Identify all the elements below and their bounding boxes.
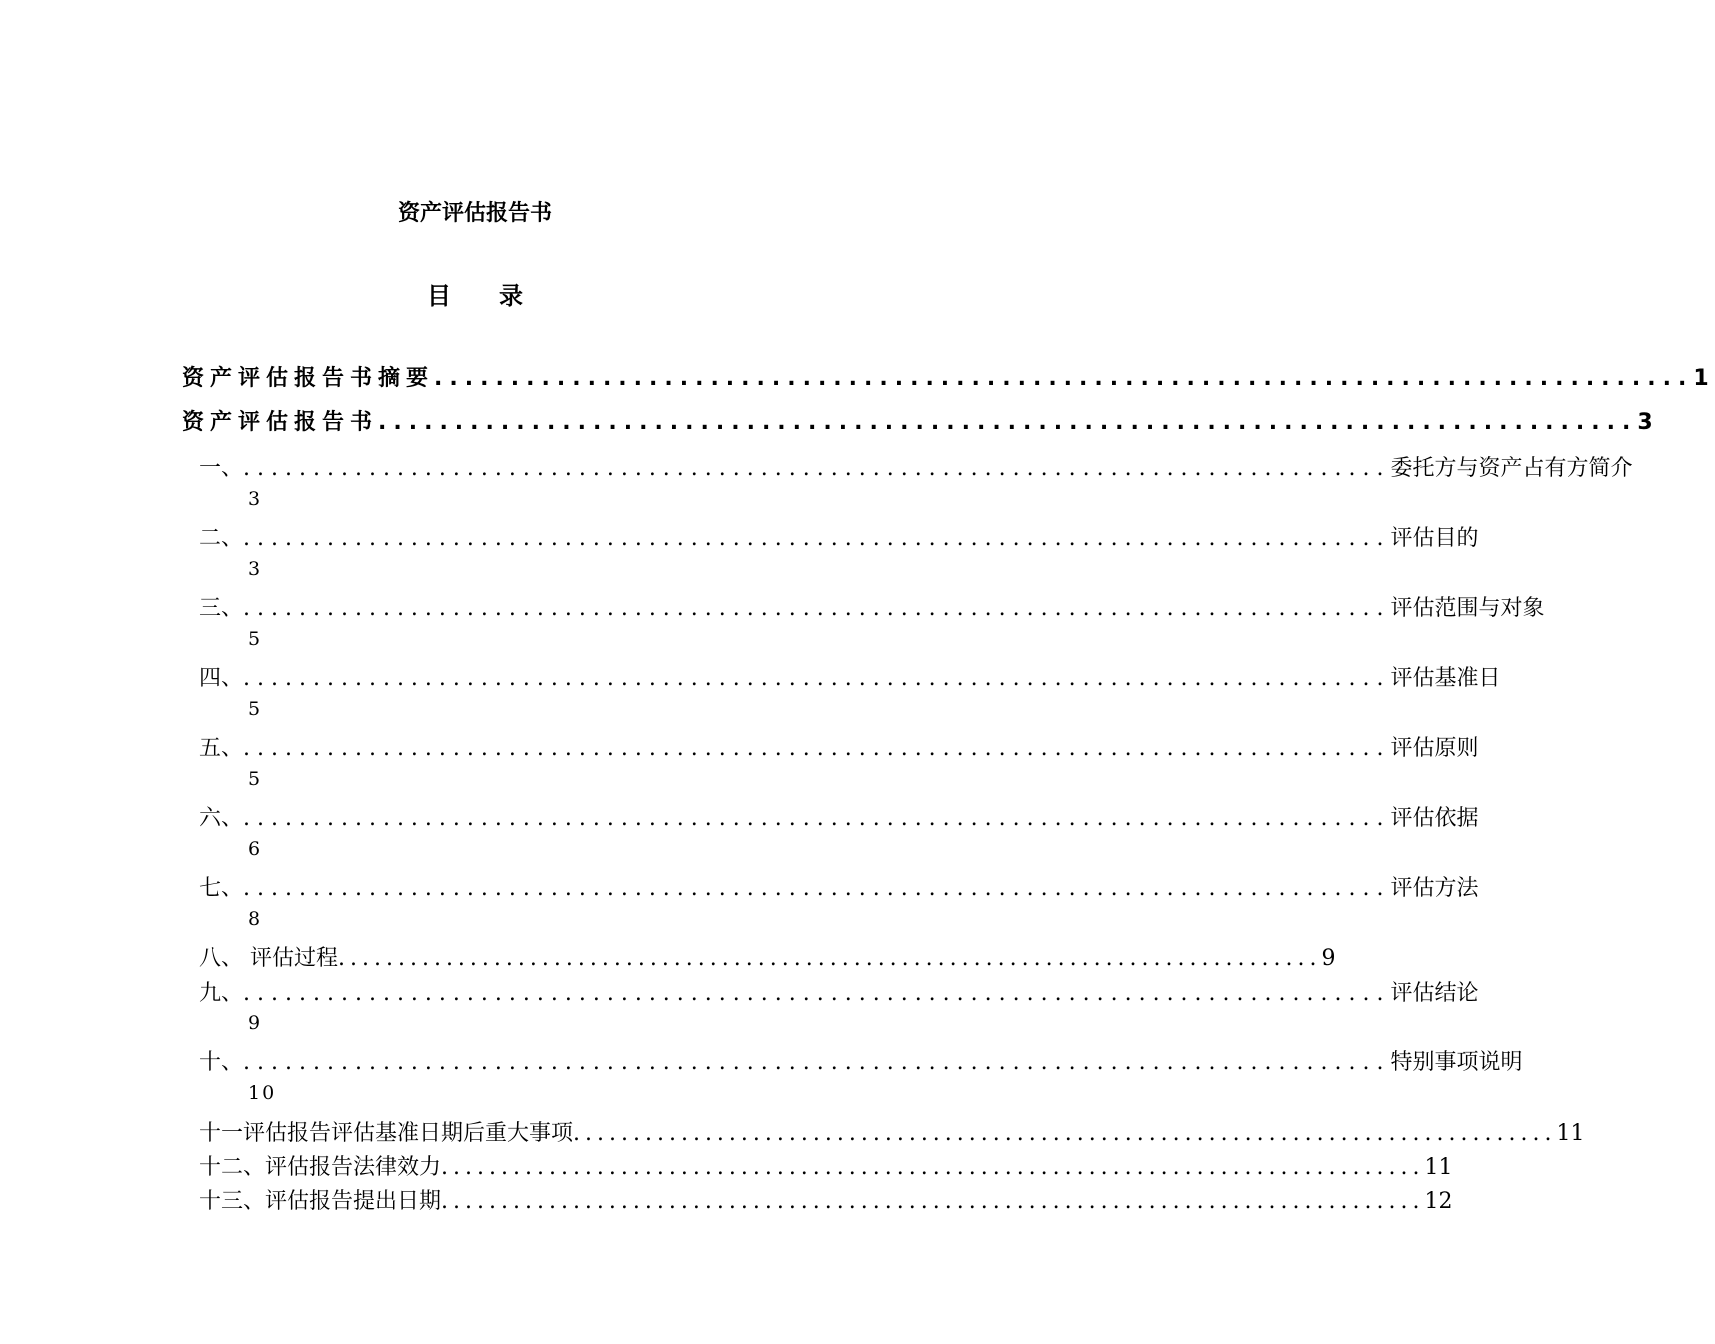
toc-leader-dots: .................................................................................. — [573, 1121, 1557, 1146]
toc-entry-text: 资产评估报告书 — [182, 410, 379, 435]
toc-leader-dots: .................................................................................. — [378, 410, 1638, 435]
toc-leader-dots: .................................................................................. — [338, 946, 1322, 971]
toc-page-number: 1 — [1693, 366, 1715, 391]
toc-page-number: 3 — [248, 488, 263, 510]
toc-entry-13[interactable] — [199, 1184, 1453, 1215]
toc-entry-title: 评估原则 — [1390, 736, 1479, 761]
toc-entry-title: 评估依据 — [1390, 806, 1479, 831]
toc-entry-number: 十、 — [199, 1050, 244, 1075]
toc-heading — [0, 276, 950, 311]
toc-page-number: 12 — [1424, 1189, 1453, 1214]
toc-entry-4[interactable] — [199, 661, 1501, 692]
toc-entry-title: 特别事项说明 — [1390, 1050, 1523, 1075]
toc-entry-10[interactable] — [199, 1045, 1523, 1076]
toc-page-number: 3 — [1637, 410, 1659, 435]
toc-entry-title: 评估方法 — [1390, 876, 1479, 901]
toc-page-number: 11 — [1424, 1155, 1453, 1180]
toc-entry-text: 十一评估报告评估基准日期后重大事项 — [199, 1121, 574, 1146]
toc-page-number: 9 — [1321, 946, 1336, 971]
toc-page-number: 8 — [248, 908, 263, 930]
toc-leader-dots: .................................................................................. — [243, 456, 1391, 481]
toc-entry-number: 五、 — [199, 736, 244, 761]
toc-page-number: 5 — [248, 768, 263, 790]
toc-entry-number: 六、 — [199, 806, 244, 831]
toc-entry-5[interactable] — [199, 731, 1479, 762]
toc-leader-dots: .................................................................................. — [243, 526, 1391, 551]
toc-page-number: 10 — [248, 1082, 277, 1104]
toc-leader-dots: .................................................................................. — [243, 1050, 1391, 1075]
toc-page-number: 5 — [248, 698, 263, 720]
toc-entry-text: 十三、评估报告提出日期 — [199, 1189, 442, 1214]
toc-leader-dots: .................................................................................. — [243, 981, 1391, 1006]
toc-entry-11[interactable] — [199, 1116, 1585, 1147]
toc-page-number: 3 — [248, 558, 263, 580]
toc-entry-text: 十二、评估报告法律效力 — [199, 1155, 442, 1180]
toc-entry-7[interactable] — [199, 871, 1479, 902]
toc-leader-dots: .................................................................................. — [243, 876, 1391, 901]
toc-entry-1[interactable] — [199, 451, 1633, 482]
toc-entry-title: 委托方与资产占有方简介 — [1390, 456, 1633, 481]
toc-leader-dots: .................................................................................. — [243, 596, 1391, 621]
toc-entry-6[interactable] — [199, 801, 1479, 832]
toc-entry-number: 一、 — [199, 456, 244, 481]
toc-heading-char-2: 录 — [499, 282, 523, 310]
toc-entry-number: 九、 — [199, 981, 244, 1006]
document-title: 资产评估报告书 — [397, 201, 552, 226]
toc-entry-title: 评估基准日 — [1390, 666, 1501, 691]
toc-leader-dots: .................................................................................. — [243, 806, 1391, 831]
toc-entry-9[interactable] — [199, 976, 1479, 1007]
toc-entry-8[interactable] — [199, 941, 1336, 972]
toc-entry-report[interactable] — [182, 405, 1659, 436]
toc-leader-dots: .................................................................................. — [243, 736, 1391, 761]
toc-leader-dots: .................................................................................. — [434, 366, 1694, 391]
toc-entry-title: 评估目的 — [1390, 526, 1479, 551]
toc-entry-number: 二、 — [199, 526, 244, 551]
toc-page-number: 9 — [248, 1012, 263, 1034]
toc-entry-3[interactable] — [199, 591, 1545, 622]
toc-heading-char-1: 目 — [427, 282, 451, 310]
toc-entry-text: 资产评估报告书摘要 — [182, 366, 435, 391]
toc-leader-dots: .................................................................................. — [441, 1189, 1425, 1214]
toc-entry-number: 七、 — [199, 876, 244, 901]
toc-entry-2[interactable] — [199, 521, 1479, 552]
toc-entry-title: 评估结论 — [1390, 981, 1479, 1006]
toc-entry-number: 四、 — [199, 666, 244, 691]
toc-page-number: 5 — [248, 628, 263, 650]
toc-entry-number: 三、 — [199, 596, 244, 621]
toc-leader-dots: .................................................................................. — [243, 666, 1391, 691]
toc-page-number: 11 — [1556, 1121, 1585, 1146]
toc-page-number: 6 — [248, 838, 263, 860]
toc-entry-title: 评估范围与对象 — [1390, 596, 1545, 621]
toc-leader-dots: .................................................................................. — [441, 1155, 1425, 1180]
toc-entry-text: 八、 评估过程 — [199, 946, 338, 971]
toc-entry-12[interactable] — [199, 1150, 1453, 1181]
toc-entry-summary[interactable] — [182, 361, 1715, 392]
